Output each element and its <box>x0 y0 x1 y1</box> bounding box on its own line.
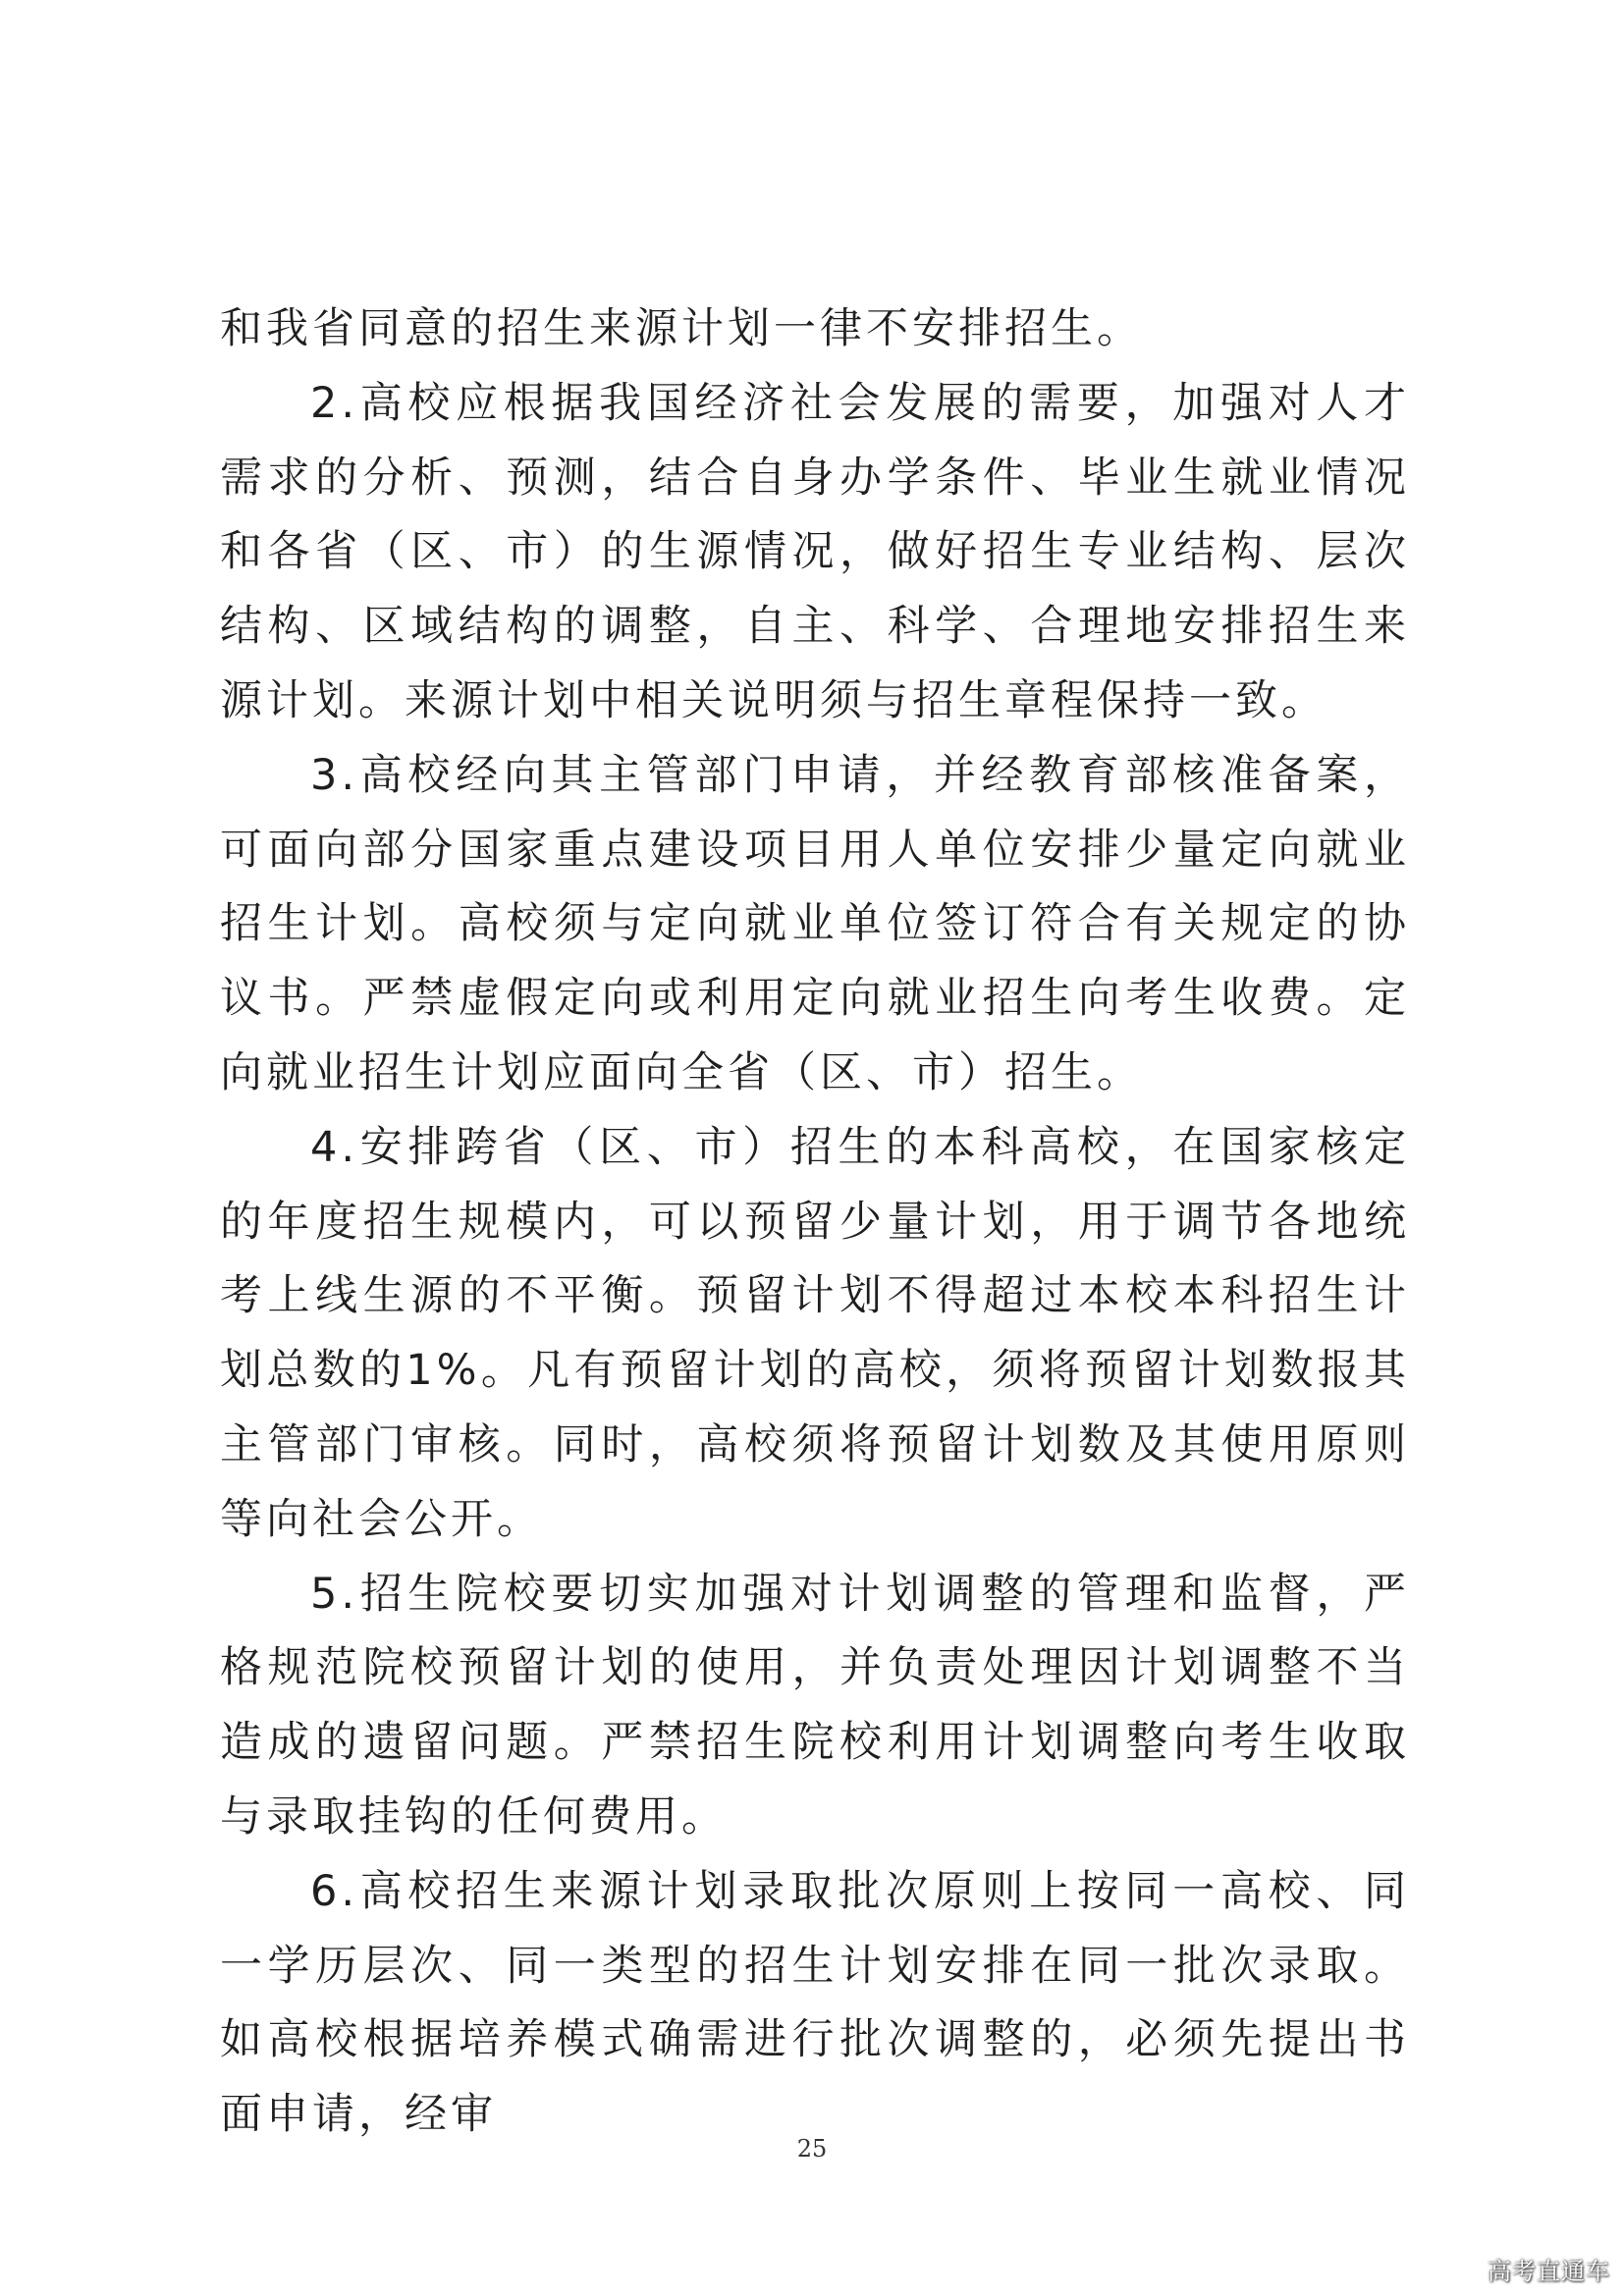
page-number: 25 <box>796 2135 828 2163</box>
paragraph: 和我省同意的招生来源计划一律不安排招生。 <box>220 304 1143 353</box>
paragraph: 3.高校经向其主管部门申请，并经教育部核准备案，可面向部分国家重点建设项目用人单位安排少量定向就业招生计划。高校须与定向就业单位签订符合有关规定的协议书。严禁虚假定向或利用定向就业招生向考生收费。定向就业招生计划应面向全省（区、市）招生。 <box>220 750 1410 1097</box>
paragraph: 6.高校招生来源计划录取批次原则上按同一高校、同一学历层次、同一类型的招生计划安排在同一批次录取。如高校根据培养模式确需进行批次调整的，必须先提出书面申请，经审 <box>220 1866 1410 2140</box>
body-text <box>220 293 1410 2153</box>
paragraph: 2.高校应根据我国经济社会发展的需要，加强对人才需求的分析、预测，结合自身办学条件、毕业生就业情况和各省（区、市）的生源情况，做好招生专业结构、层次结构、区域结构的调整，自主、科学、合理地安排招生来源计划。来源计划中相关说明须与招生章程保持一致。 <box>220 378 1410 725</box>
watermark: 高考直通车 <box>1488 2258 1610 2285</box>
paragraph: 5.招生院校要切实加强对计划调整的管理和监督，严格规范院校预留计划的使用，并负责处理因计划调整不当造成的遗留问题。严禁招生院校利用计划调整向考生收取与录取挂钩的任何费用。 <box>220 1569 1410 1842</box>
paragraph: 4.安排跨省（区、市）招生的本科高校，在国家核定的年度招生规模内，可以预留少量计划，用于调节各地统考上线生源的不平衡。预留计划不得超过本校本科招生计划总数的1%。凡有预留计划的高校，须将预留计划数报其主管部门审核。同时，高校须将预留计划数及其使用原则等向社会公开。 <box>220 1122 1410 1544</box>
